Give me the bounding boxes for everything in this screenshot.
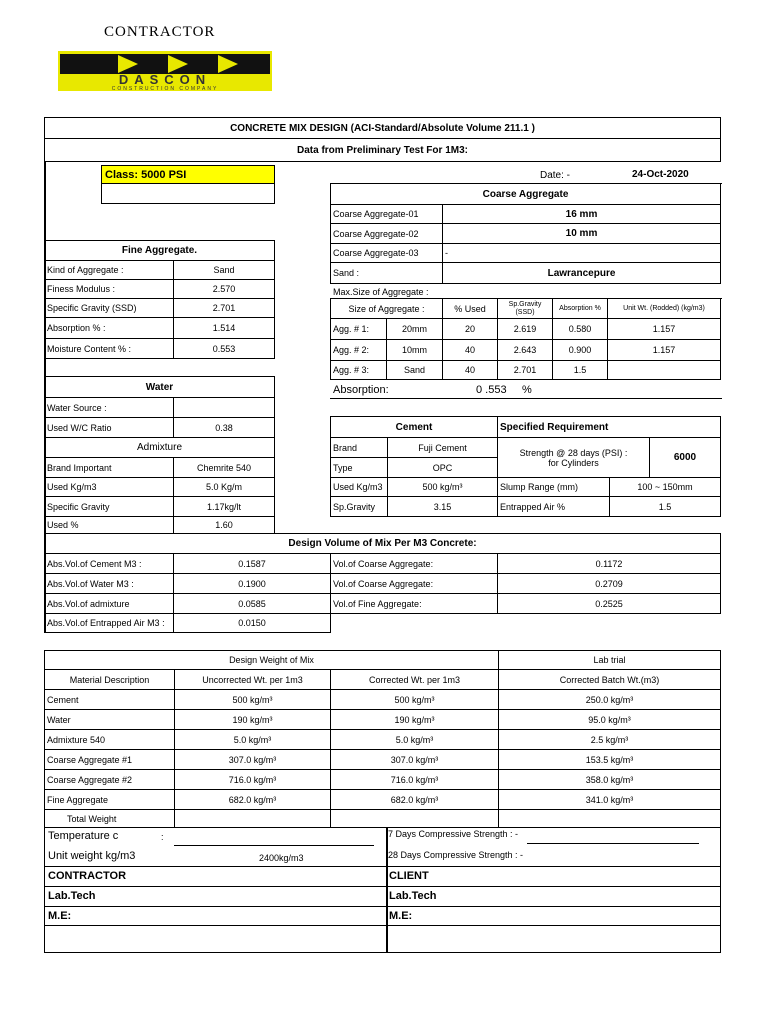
total-weight-label: Total Weight xyxy=(44,809,175,828)
agg3-used: 40 xyxy=(442,360,498,380)
water-heading: Water xyxy=(44,376,275,398)
dv-right-2-value: 0.2525 xyxy=(497,593,721,614)
water-r0-label: Water Source : xyxy=(44,397,174,418)
agg1-size: 20mm xyxy=(386,318,443,340)
absorption-label: Absorption: xyxy=(333,384,389,396)
footer-right-me: M.E: xyxy=(389,910,413,922)
total-weight-batch xyxy=(498,809,721,828)
dascon-logo xyxy=(58,51,272,91)
agg3-abs: 1.5 xyxy=(552,360,608,380)
coarse-02-label: Coarse Aggregate-02 xyxy=(330,223,443,244)
w-row3-batch: 153.5 kg/m³ xyxy=(498,749,721,770)
contractor-heading: CONTRACTOR xyxy=(104,24,216,40)
agg-col-abs: Absorption % xyxy=(552,298,608,319)
cement-heading: Cement xyxy=(330,416,498,438)
cement-r3-label: Sp.Gravity xyxy=(330,496,388,517)
temperature-label: Temperature c xyxy=(48,830,119,842)
fine-r0-label: Kind of Aggregate : xyxy=(44,260,174,280)
agg-col-used: % Used xyxy=(442,298,498,319)
w-row1-material: Water xyxy=(44,709,175,730)
fine-r1-value: 2.570 xyxy=(173,279,275,299)
w-row0-corrected: 500 kg/m³ xyxy=(330,689,499,710)
spec-air-value: 1.5 xyxy=(609,496,721,517)
lab-trial-heading: Lab trial xyxy=(498,650,721,670)
dv-right-0-label: Vol.of Coarse Aggregate: xyxy=(330,553,498,574)
absorption-unit: % xyxy=(522,384,532,396)
spec-strength-cell xyxy=(497,437,650,478)
spec-heading: Specified Requirement xyxy=(497,416,721,438)
footer-client: CLIENT xyxy=(389,870,429,882)
adm-r2-value: 1.17kg/lt xyxy=(173,496,275,517)
footer-contractor: CONTRACTOR xyxy=(48,870,127,882)
footer-frame xyxy=(44,827,721,953)
spec-strength-label: Strength @ 28 days (PSI) : xyxy=(519,447,628,458)
w-row4-uncorrected: 716.0 kg/m³ xyxy=(174,769,331,790)
adm-r3-value: 1.60 xyxy=(173,516,275,534)
fine-r2-label: Specific Gravity (SSD) xyxy=(44,298,174,318)
design-volume-heading: Design Volume of Mix Per M3 Concrete: xyxy=(44,533,721,554)
w-row0-uncorrected: 500 kg/m³ xyxy=(174,689,331,710)
w-row2-uncorrected: 5.0 kg/m³ xyxy=(174,729,331,750)
fine-heading: Fine Aggregate. xyxy=(44,240,275,261)
coarse-02-value: 10 mm xyxy=(442,223,721,244)
weights-heading: Design Weight of Mix xyxy=(44,650,499,670)
sand-value: Lawrancepure xyxy=(442,262,721,284)
fine-r2-value: 2.701 xyxy=(173,298,275,318)
w-row3-corrected: 307.0 kg/m³ xyxy=(330,749,499,770)
adm-r2-label: Specific Gravity xyxy=(44,496,174,517)
w-row1-batch: 95.0 kg/m³ xyxy=(498,709,721,730)
date-value: 24-Oct-2020 xyxy=(632,169,689,180)
agg1-used: 20 xyxy=(442,318,498,340)
cement-r2-value: 500 kg/m³ xyxy=(387,477,498,497)
dv-left-1-value: 0.1900 xyxy=(173,573,331,594)
agg1-abs: 0.580 xyxy=(552,318,608,340)
class-blank xyxy=(101,183,275,204)
fine-r0-value: Sand xyxy=(173,260,275,280)
wcol-batch: Corrected Batch Wt.(m3) xyxy=(498,669,721,690)
w-row5-corrected: 682.0 kg/m³ xyxy=(330,789,499,810)
agg3-size: Sand xyxy=(386,360,443,380)
coarse-heading: Coarse Aggregate xyxy=(330,183,721,205)
total-weight-corrected xyxy=(330,809,499,828)
dv-right-1-label: Vol.of Coarse Aggregate: xyxy=(330,573,498,594)
footer-right-labtech: Lab.Tech xyxy=(389,890,437,902)
max-size-label: Max.Size of Aggregate : xyxy=(333,287,429,297)
spec-air-label: Entrapped Air % xyxy=(497,496,610,517)
agg3-uw xyxy=(607,360,721,380)
w-row2-batch: 2.5 kg/m³ xyxy=(498,729,721,750)
w-row5-batch: 341.0 kg/m³ xyxy=(498,789,721,810)
spec-slump-value: 100 ~ 150mm xyxy=(609,477,721,497)
dv-left-3-label: Abs.Vol.of Entrapped Air M3 : xyxy=(44,613,174,633)
coarse-03-label: Coarse Aggregate-03 xyxy=(330,243,443,263)
dv-right-2-label: Vol.of Fine Aggregate: xyxy=(330,593,498,614)
w-row0-material: Cement xyxy=(44,689,175,710)
water-r0-value xyxy=(173,397,275,418)
cement-r0-label: Brand xyxy=(330,437,388,458)
agg3-name: Agg. # 3: xyxy=(330,360,387,380)
footer-left-labtech: Lab.Tech xyxy=(48,890,96,902)
w-row1-uncorrected: 190 kg/m³ xyxy=(174,709,331,730)
logo-sub-text: CONSTRUCTION COMPANY xyxy=(111,86,219,91)
water-r1-value: 0.38 xyxy=(173,417,275,438)
w-row1-corrected: 190 kg/m³ xyxy=(330,709,499,730)
agg3-sg: 2.701 xyxy=(497,360,553,380)
dv-left-1-label: Abs.Vol.of Water M3 : xyxy=(44,573,174,594)
dv-right-1-value: 0.2709 xyxy=(497,573,721,594)
unit-weight-value: 2400kg/m3 xyxy=(259,853,304,863)
coarse-01-value: 16 mm xyxy=(442,204,721,224)
agg2-size: 10mm xyxy=(386,339,443,361)
document-subtitle: Data from Preliminary Test For 1M3: xyxy=(44,138,721,162)
adm-r0-label: Brand Important xyxy=(44,457,174,478)
temperature-colon: : xyxy=(161,832,164,842)
w-row0-batch: 250.0 kg/m³ xyxy=(498,689,721,710)
adm-r3-label: Used % xyxy=(44,516,174,534)
logo-main-text: DASCON xyxy=(118,72,212,87)
document-title: CONCRETE MIX DESIGN (ACI-Standard/Absolute Volume 211.1 ) xyxy=(44,117,721,139)
agg2-sg: 2.643 xyxy=(497,339,553,361)
w-row2-corrected: 5.0 kg/m³ xyxy=(330,729,499,750)
dv-left-2-label: Abs.Vol.of admixture xyxy=(44,593,174,614)
wcol-material: Material Description xyxy=(44,669,175,690)
dv-left-0-label: Abs.Vol.of Cement M3 : xyxy=(44,553,174,574)
cement-r1-label: Type xyxy=(330,457,388,478)
agg-col-unitwt: Unit Wt. (Rodded) (kg/m3) xyxy=(607,298,721,319)
fine-r1-label: Finess Modulus : xyxy=(44,279,174,299)
wcol-corrected: Corrected Wt. per 1m3 xyxy=(330,669,499,690)
dv-left-3-value: 0.0150 xyxy=(173,613,331,633)
sand-label: Sand : xyxy=(330,262,443,284)
footer-left-me: M.E: xyxy=(48,910,72,922)
dv-left-2-value: 0.0585 xyxy=(173,593,331,614)
class-label: Class: 5000 PSI xyxy=(101,165,275,184)
dv-right-0-value: 0.1172 xyxy=(497,553,721,574)
spec-slump-label: Slump Range (mm) xyxy=(497,477,610,497)
agg1-uw: 1.157 xyxy=(607,318,721,340)
fine-r3-value: 1.514 xyxy=(173,317,275,339)
w-row5-uncorrected: 682.0 kg/m³ xyxy=(174,789,331,810)
adm-r0-value: Chemrite 540 xyxy=(173,457,275,478)
fine-r4-value: 0.553 xyxy=(173,338,275,359)
adm-r1-label: Used Kg/m3 xyxy=(44,477,174,497)
w-row5-material: Fine Aggregate xyxy=(44,789,175,810)
absorption-value: 0 .553 xyxy=(476,384,507,396)
spec-strength-sub: for Cylinders xyxy=(548,457,599,468)
cement-r2-label: Used Kg/m3 xyxy=(330,477,388,497)
w-row4-material: Coarse Aggregate #2 xyxy=(44,769,175,790)
w-row4-batch: 358.0 kg/m³ xyxy=(498,769,721,790)
date-label: Date: - xyxy=(540,170,571,181)
fine-r3-label: Absorption % : xyxy=(44,317,174,339)
spec-strength-value: 6000 xyxy=(649,437,721,478)
agg2-used: 40 xyxy=(442,339,498,361)
coarse-03-value: - xyxy=(442,243,721,263)
unit-weight-label: Unit weight kg/m3 xyxy=(48,850,136,862)
fine-r4-label: Moisture Content % : xyxy=(44,338,174,359)
water-r1-label: Used W/C Ratio xyxy=(44,417,174,438)
w-row4-corrected: 716.0 kg/m³ xyxy=(330,769,499,790)
agg2-name: Agg. # 2: xyxy=(330,339,387,361)
wcol-uncorrected: Uncorrected Wt. per 1m3 xyxy=(174,669,331,690)
coarse-01-label: Coarse Aggregate-01 xyxy=(330,204,443,224)
twentyeight-days-strength: 28 Days Compressive Strength : - xyxy=(388,850,524,860)
adm-r1-value: 5.0 Kg/m xyxy=(173,477,275,497)
cement-r0-value: Fuji Cement xyxy=(387,437,498,458)
admixture-heading: Admixture xyxy=(44,437,275,458)
w-row2-material: Admixture 540 xyxy=(44,729,175,750)
w-row3-material: Coarse Aggregate #1 xyxy=(44,749,175,770)
total-weight-uncorrected xyxy=(174,809,331,828)
cement-r3-value: 3.15 xyxy=(387,496,498,517)
agg2-uw: 1.157 xyxy=(607,339,721,361)
agg2-abs: 0.900 xyxy=(552,339,608,361)
agg-col-sg: Sp.Gravity (SSD) xyxy=(497,298,553,319)
agg1-sg: 2.619 xyxy=(497,318,553,340)
agg-col-size: Size of Aggregate : xyxy=(330,298,443,319)
cement-r1-value: OPC xyxy=(387,457,498,478)
w-row3-uncorrected: 307.0 kg/m³ xyxy=(174,749,331,770)
seven-days-strength: 7 Days Compressive Strength : - xyxy=(388,829,519,839)
agg1-name: Agg. # 1: xyxy=(330,318,387,340)
dv-left-0-value: 0.1587 xyxy=(173,553,331,574)
